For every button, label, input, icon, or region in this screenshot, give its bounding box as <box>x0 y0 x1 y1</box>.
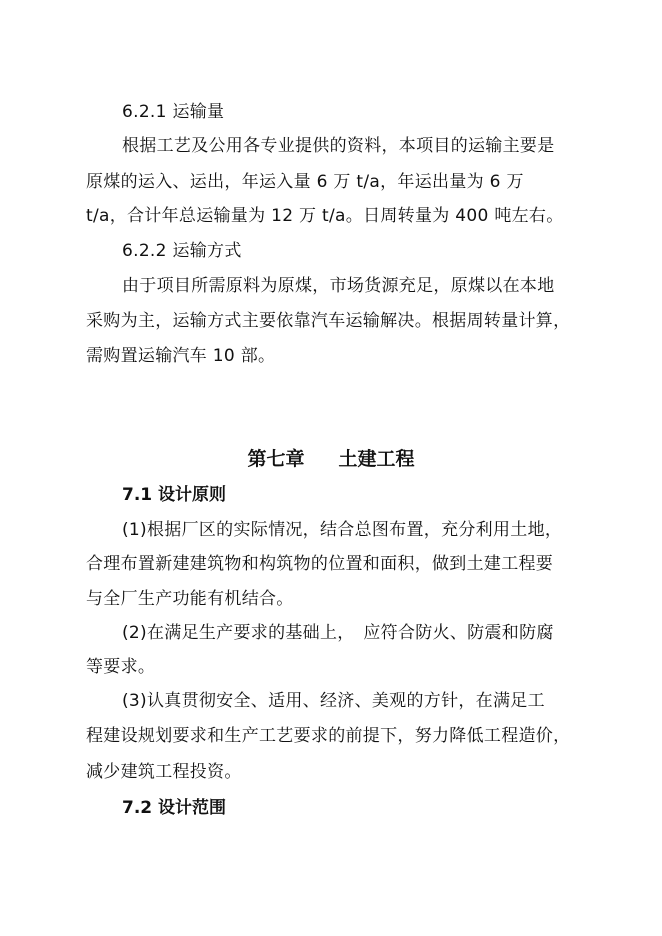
section-6-2-1-heading: 6.2.1 运输量 <box>122 102 225 122</box>
list-item-line: 等要求。 <box>86 657 156 677</box>
section-7-1-heading: 7.1 设计原则 <box>122 485 227 505</box>
list-item-line: (2)在满足生产要求的基础上， 应符合防火、防震和防腐 <box>122 623 554 643</box>
section-6-2-2-heading: 6.2.2 运输方式 <box>122 241 242 261</box>
chapter-title: 土建工程 <box>338 448 415 470</box>
list-item-line: 程建设规划要求和生产工艺要求的前提下，努力降低工程造价， <box>86 726 571 746</box>
paragraph-line: 由于项目所需原料为原煤，市场货源充足，原煤以在本地 <box>122 276 555 296</box>
paragraph-line: 采购为主，运输方式主要依靠汽车运输解决。根据周转量计算， <box>86 311 571 331</box>
chapter-label: 第七章 <box>247 448 305 470</box>
paragraph-line: t/a，合计年总运输量为 12 万 t/a。日周转量为 400 吨左右。 <box>86 206 564 226</box>
list-item-line: (3)认真贯彻安全、适用、经济、美观的方针，在满足工 <box>122 691 545 711</box>
list-item-line: 与全厂生产功能有机结合。 <box>86 589 294 609</box>
list-item-line: 合理布置新建建筑物和构筑物的位置和面积，做到土建工程要 <box>86 554 554 574</box>
paragraph-line: 需购置运输汽车 10 部。 <box>86 346 276 366</box>
list-item-line: 减少建筑工程投资。 <box>86 762 242 782</box>
paragraph-line: 根据工艺及公用各专业提供的资料，本项目的运输主要是 <box>122 136 555 156</box>
section-7-2-heading: 7.2 设计范围 <box>122 798 227 818</box>
list-item-line: (1)根据厂区的实际情况，结合总图布置，充分利用土地， <box>122 520 563 540</box>
chapter-heading <box>0 447 662 471</box>
paragraph-line: 原煤的运入、运出，年运入量 6 万 t/a，年运出量为 6 万 <box>86 172 524 192</box>
